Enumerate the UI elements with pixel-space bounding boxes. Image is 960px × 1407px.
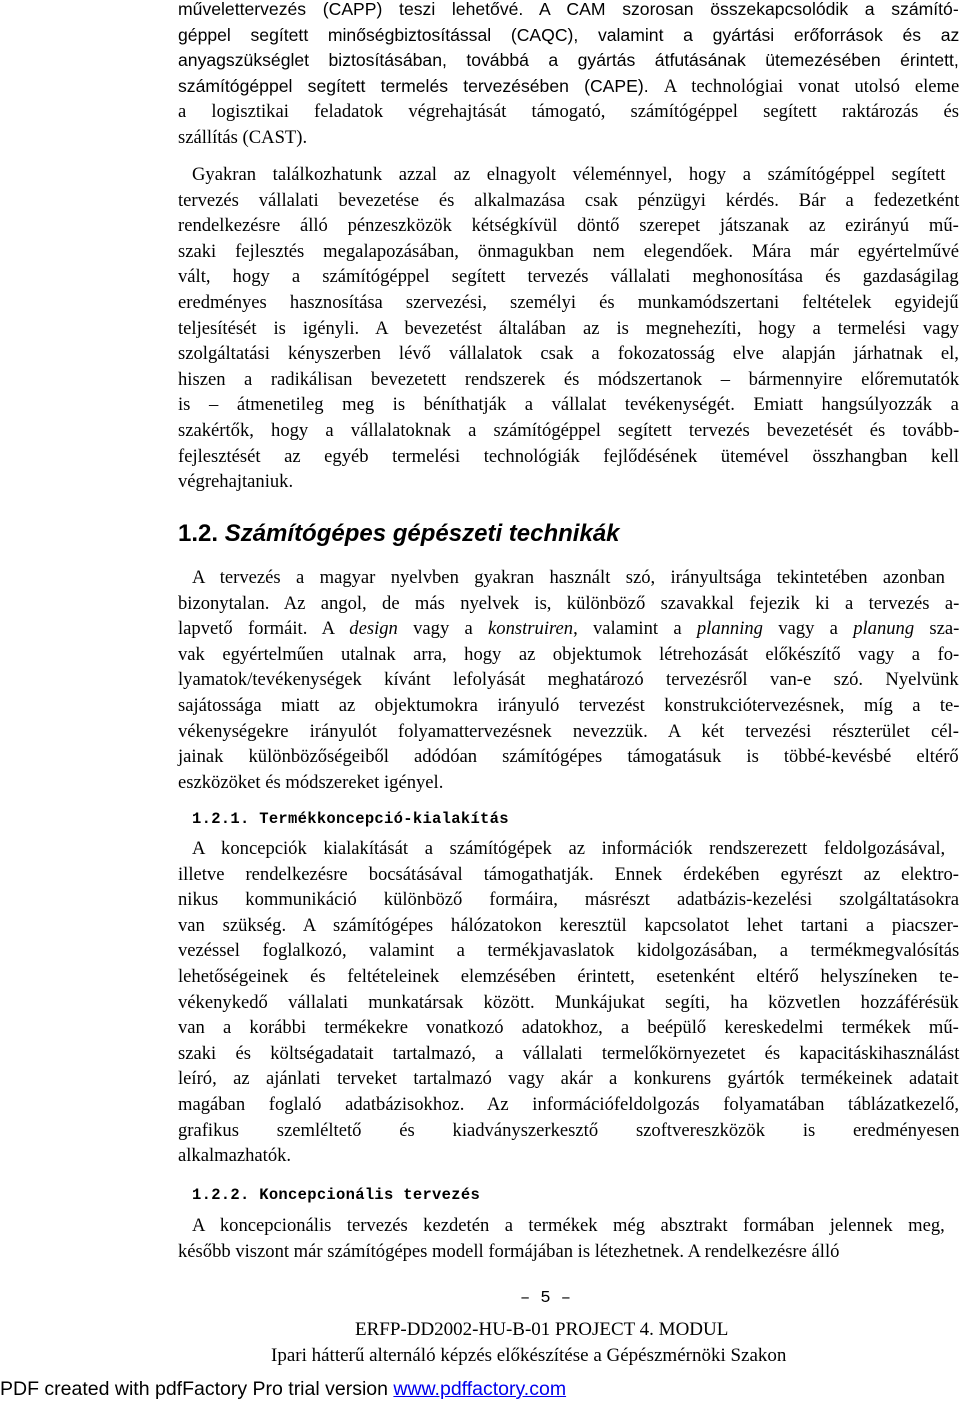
text-line: sajátossága miatt az objektumokra irányuló tervezést konstrukciótervezésnek, míg a te- <box>178 694 960 716</box>
text-line: A koncepciók kialakítását a számítógépek az információk rendszerezett feldolgozásával, <box>192 838 946 859</box>
text-fragment: sza- <box>914 618 960 640</box>
term-konstruiren: konstruiren <box>488 618 574 640</box>
text-line: szaki fejlesztés megalapozásában, önmagukban nem elegendőek. Mára már egyértelművé <box>178 240 960 262</box>
text-fragment: számítógéppel segített termelés tervezésében (CAPE). <box>178 75 649 96</box>
subsection-number: 1.2.2. <box>192 1186 250 1204</box>
text-line: szolgáltatási kényszerben lévő vállalatok csak a fokozatosság elve alapján járhatnak el, <box>178 343 959 365</box>
text-line: hiszen a radikálisan bevezetett rendszerek és módszertanok – bármennyire előremutatók <box>178 368 960 390</box>
text-line: fejlesztését az egyéb termelési technológiák fejlődésének ütemével összhangban kell <box>178 445 959 467</box>
text-fragment: A <box>321 618 350 640</box>
text-fragment: , valamint a <box>573 618 697 640</box>
paragraph-product-concept <box>178 836 959 1169</box>
paragraph-design-terms <box>178 565 959 795</box>
text-fragment: lapvető formáit. <box>178 618 308 640</box>
subsection-heading <box>192 810 509 828</box>
text-line: vezéssel foglalkozó, valamint a termékjavaslatok kidolgozásában, a termékmegvalósítás <box>178 940 960 962</box>
text-line: eszközöket és módszereket igényel. <box>178 771 444 793</box>
text-line: van a korábbi termékekre vonatkozó adatokhoz, a beépülő kereskedelmi termékek mű- <box>178 1017 959 1039</box>
text-line <box>178 616 959 642</box>
text-line: grafikus szemléltető és kiadványszerkesztő szoftvereszközök is eredményesen <box>178 1119 960 1141</box>
text-line: géppel segített minőségbiztosítással (CAQC), valamint a gyártási erőforrások és az <box>178 24 960 45</box>
text-fragment: vagy a <box>397 618 489 640</box>
text-line: tervezés vállalati bevezetése és alkalmazása csak pénzügyi kérdés. Bár a fedezetként <box>178 189 960 211</box>
text-line: van szükség. A számítógépes hálózatokon keresztül kapcsolatot lehet tartani a piacszer- <box>178 914 959 936</box>
page-number: – 5 – <box>520 1289 572 1308</box>
term-design: design <box>349 618 398 640</box>
text-line <box>178 74 959 100</box>
text-line: vált, hogy a számítógéppel segített tervezés vállalati meghonosítása és gazdaságilag <box>178 266 959 288</box>
text-line: szaki és költségadatait tartalmazó, a vállalati termelőkörnyezetet és kapacitáskihasználást <box>178 1042 960 1064</box>
text-line: lehetőségeinek és feltételeinek elemzésében érintett, esetenként eltérő helyszíneken te- <box>178 965 959 987</box>
section-heading <box>178 520 620 548</box>
text-line: vékenységekre irányulót folyamattervezésnek nevezzük. A két tervezési részterület cél- <box>178 720 959 742</box>
footer-project-code: ERFP-DD2002-HU-B-01 PROJECT 4. MODUL <box>355 1319 729 1340</box>
text-line: nikus kommunikáció különböző formáira, másrészt adatbázis-kezelési szolgáltatásokra <box>178 889 959 911</box>
text-line: leíró, az ajánlati terveket tartalmazó vagy akár a konkurens gyártók termékeinek adatait <box>178 1068 959 1090</box>
text-line: jainak különbözőségeiből adódóan számítógépes támogatásuk is többé-kevésbé eltérő <box>178 746 959 768</box>
paragraph-cad-introduction <box>178 162 959 495</box>
subsection-heading <box>192 1186 480 1204</box>
text-line: művelettervezés (CAPP) teszi lehetővé. A CAM szorosan összekapcsolódik a számító- <box>178 0 959 19</box>
subsection-title: Koncepcionális tervezés <box>259 1186 481 1204</box>
term-planning: planning <box>696 618 763 640</box>
text-line: végrehajtaniuk. <box>178 471 294 493</box>
section-title: Számítógépes gépészeti technikák <box>224 520 620 547</box>
text-line: anyagszükséglet biztosításában, továbbá a gyártás átfutásának ütemezésében érintett, <box>178 50 959 71</box>
text-line: később viszont már számítógépes modell formájában is létezhetnek. A rendelkezésre álló <box>178 1240 840 1262</box>
pdffactory-link[interactable]: www.pdffactory.com <box>393 1378 567 1400</box>
subsection-title: Termékkoncepció-kialakítás <box>259 810 509 828</box>
term-planung: planung <box>853 618 915 640</box>
text-line: alkalmazhatók. <box>178 1145 292 1167</box>
text-line: vak egyértelműen utalnak arra, hogy az objektumok létrehozását előkészítő vagy a fo- <box>178 643 960 665</box>
text-line: A koncepcionális tervezés kezdetén a termékek még absztrakt formában jelennek meg, <box>192 1215 945 1236</box>
text-line: vékenykedő vállalati munkatársak között. Munkájukat segíti, ha közvetlen hozzáférésük <box>178 991 959 1013</box>
paragraph-intro <box>178 0 959 151</box>
section-number: 1.2. <box>178 520 219 547</box>
text-line: szállítás (CAST). <box>178 126 308 148</box>
subsection-number: 1.2.1. <box>192 810 250 828</box>
footer-project-title: Ipari hátterű alternáló képzés előkészítése a Gépészmérnöki Szakon <box>271 1345 787 1366</box>
text-line: eredményes hasznosítása szervezési, személyi és munkamódszertani feltételek egyidejű <box>178 291 959 313</box>
pdf-watermark <box>0 1378 566 1401</box>
text-line: lyamatok/tevékenységek kívánt lefolyását meghatározó tervezésről van-e szó. Nyelvünk <box>178 669 959 691</box>
text-line: magában foglaló adatbázisokhoz. Az információfeldolgozás folyamatában táblázatkezelő, <box>178 1093 960 1115</box>
text-line: rendelkezésre álló pénzeszközök kétségkívül döntő szerepet játszanak az ezirányú mű- <box>178 215 959 237</box>
text-line: A tervezés a magyar nyelvben gyakran használt szó, irányultsága tekintetében azonban <box>192 567 945 588</box>
text-line: teljesítését is igényli. A bevezetést általában az is megnehezíti, hogy a termelési vagy <box>178 317 960 339</box>
text-fragment: A technológiai vonat utolsó eleme <box>663 75 960 97</box>
text-line: szakértők, hogy a vállalatoknak a számítógéppel segített tervezés bevezetését és tovább- <box>178 419 960 441</box>
text-line: is – átmenetileg meg is béníthatják a vállalat tevékenységét. Emiatt hangsúlyozzák a <box>178 394 959 416</box>
text-fragment: vagy a <box>762 618 854 640</box>
text-line: a logisztikai feladatok végrehajtását támogató, számítógéppel segített raktározás és <box>178 101 959 123</box>
text-line: bizonytalan. Az angol, de más nyelvek is, különböző szavakkal fejezik ki a tervezés a- <box>178 592 960 614</box>
text-line: Gyakran találkozhatunk azzal az elnagyolt véleménnyel, hogy a számítógéppel segített <box>192 164 946 185</box>
paragraph-conceptual-design <box>178 1213 959 1264</box>
text-line: illetve rendelkezésre bocsátásával támogathatják. Ennek érdekében egyrészt az elektro- <box>178 863 959 885</box>
pdf-watermark-text: PDF created with pdfFactory Pro trial version <box>0 1378 394 1400</box>
